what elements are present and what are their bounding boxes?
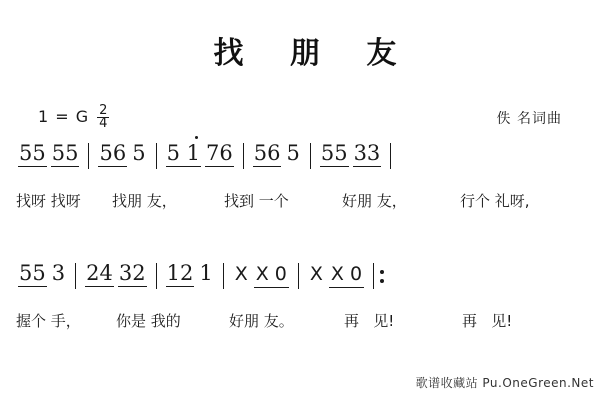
rhythm-slash-rest: X 0	[252, 263, 291, 285]
note-group: 55	[49, 142, 82, 164]
barline	[156, 263, 157, 289]
note-group: 56	[251, 142, 284, 164]
rhythm-slash-rest: X 0	[327, 263, 366, 285]
site-credit-footer: 歌谱收藏站 Pu.OneGreen.Net	[415, 376, 594, 390]
note-group: 3	[51, 261, 66, 285]
barline	[310, 143, 311, 169]
music-system-2	[16, 262, 594, 336]
lyric: 你是 我的	[116, 312, 181, 330]
measure	[96, 142, 148, 164]
note-group: 1	[199, 261, 213, 285]
time-signature	[97, 105, 109, 131]
lyric: 找呀 找呀	[16, 192, 81, 210]
barline	[88, 143, 89, 169]
barline	[156, 143, 157, 169]
lyric: 好朋 友。	[229, 312, 294, 330]
rhythm-slash: X	[309, 263, 323, 285]
measure	[318, 142, 383, 164]
measure	[16, 262, 68, 284]
lyric: 握个 手，	[16, 312, 81, 330]
barline	[390, 143, 391, 169]
notes-row-2	[16, 262, 594, 296]
measure	[231, 262, 291, 284]
lyric: 再 见!	[344, 312, 395, 330]
note-text: 5 1	[166, 141, 200, 165]
note-group: 5	[286, 141, 300, 165]
note-group: 5	[132, 141, 146, 165]
lyric: 再 见!	[462, 312, 513, 330]
note-group: 32	[116, 262, 149, 284]
lyrics-row-2	[16, 310, 594, 336]
measure	[83, 262, 148, 284]
measure	[306, 262, 366, 284]
note-group: 55	[318, 142, 351, 164]
lyrics-row-1	[16, 190, 594, 216]
note-group: 24	[83, 262, 116, 284]
composer-credit: 佚 名词曲	[496, 111, 562, 127]
barline	[75, 263, 76, 289]
measure	[164, 142, 236, 164]
repeat-dots-icon	[380, 263, 384, 289]
rhythm-slash: X	[234, 263, 248, 285]
note-group: 55	[16, 142, 49, 164]
lyric: 找朋 友，	[112, 192, 177, 210]
note-group: 76	[203, 142, 236, 164]
key-signature-text: 1 = G	[38, 107, 90, 127]
lyric: 找到 一个	[224, 192, 289, 210]
measure	[16, 142, 81, 164]
key-signature	[38, 104, 109, 130]
octave-dot-icon	[195, 136, 198, 139]
measure	[251, 142, 303, 164]
note-group-with-octave-dot	[164, 142, 203, 164]
note-group: 12	[164, 262, 197, 284]
page-title: 找 朋 友	[213, 36, 415, 71]
lyric: 行个 礼呀,	[460, 192, 530, 210]
barline	[223, 263, 224, 289]
note-group: 56	[96, 142, 129, 164]
notes-row-1	[16, 142, 594, 176]
time-signature-denominator: 4	[99, 116, 108, 132]
measure	[164, 262, 216, 284]
barline-final	[373, 263, 374, 289]
music-system-1	[16, 142, 594, 216]
lyric: 好朋 友，	[342, 192, 407, 210]
barline	[243, 143, 244, 169]
time-signature-numerator: 2	[99, 103, 108, 118]
note-group: 33	[351, 142, 384, 164]
barline	[298, 263, 299, 289]
note-group: 55	[16, 262, 49, 284]
